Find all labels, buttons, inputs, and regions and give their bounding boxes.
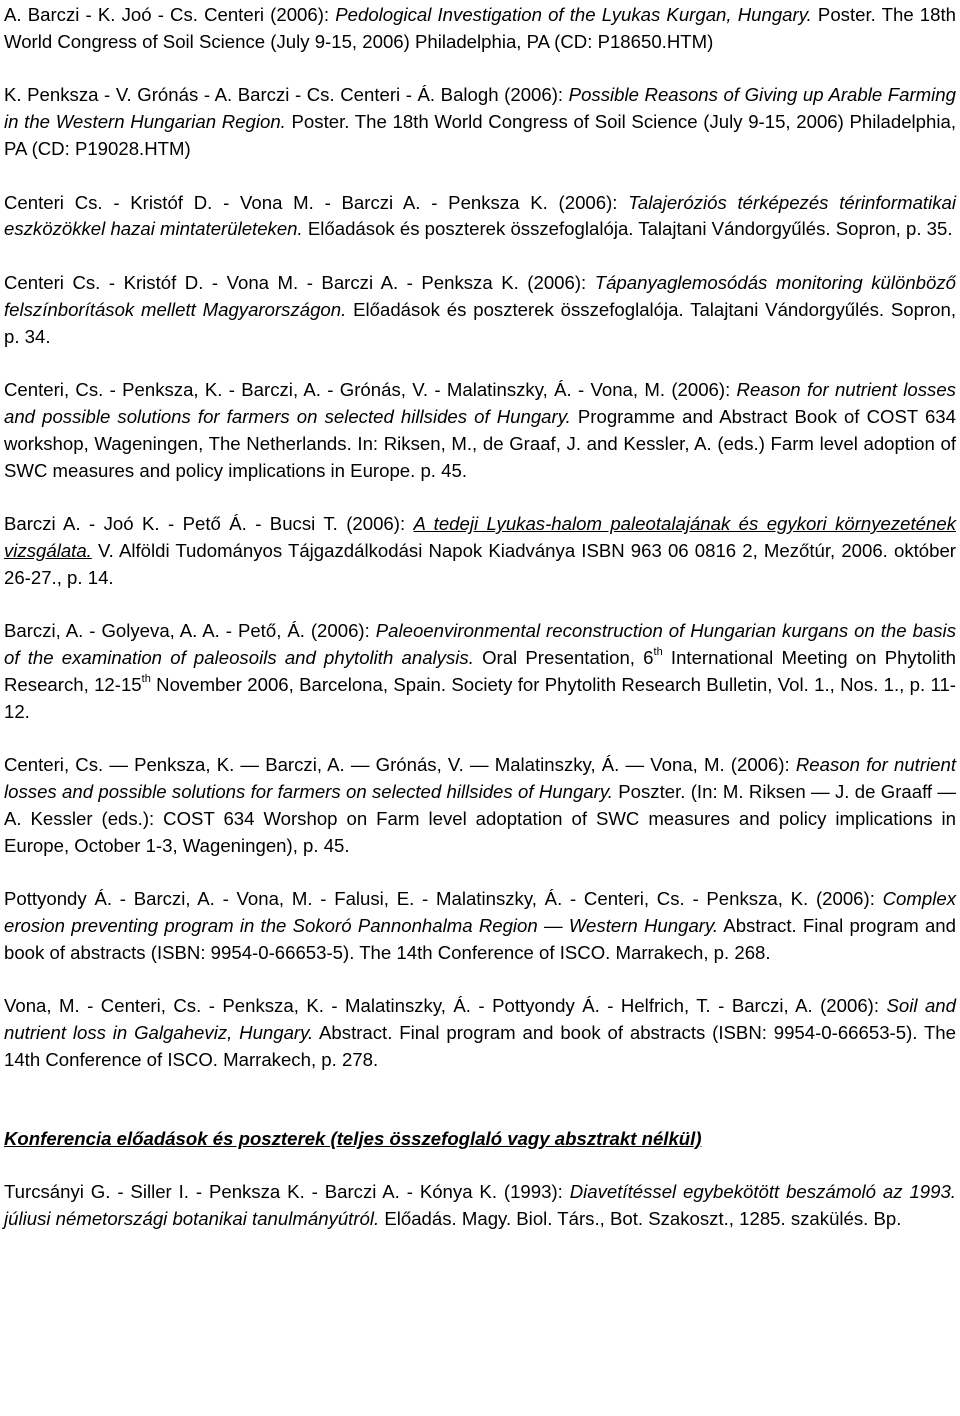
- reference-details: International Meeting on Phytolith Research, 12-15: [4, 647, 957, 695]
- reference-title: Reason for nutrient losses and possible solutions for farmers on selected hillsides of Hungary.: [4, 754, 957, 803]
- reference-details: Programme and Abstract Book of COST 634 workshop, Wageningen, The Netherlands. In: Riksen, M., de Graaf, J. and Kessler, A. (eds.) Farm level adoption of SWC measures and policy implications in Europe. p. 45.: [4, 405, 956, 481]
- reference-entry: [4, 2, 956, 56]
- reference-details: Előadások és poszterek összefoglalója. Talajtani Vándorgyűlés. Sopron, p. 34.: [4, 298, 957, 347]
- reference-entry: [4, 886, 956, 966]
- reference-details: V. Alföldi Tudományos Tájgazdálkodási Napok Kiadványa ISBN 963 06 0816 2, Mezőtúr, 2006. október 26-27., p. 14.: [4, 539, 956, 588]
- reference-details: Abstract. Final program and book of abstracts (ISBN: 9954-0-66653-5). The 14th Conference of ISCO. Marrakech, p. 278.: [4, 1022, 956, 1071]
- ordinal-superscript: th: [653, 645, 663, 658]
- reference-title: Tápanyaglemosódás monitoring különböző felszínborítások mellett Magyarországon.: [4, 271, 956, 320]
- reference-authors: K. Penksza - V. Grónás - A. Barczi - Cs. Centeri - Á. Balogh (2006):: [4, 84, 569, 106]
- reference-details: November 2006, Barcelona, Spain. Society for Phytolith Research Bulletin, Vol. 1., Nos. 1., p. 11-12.: [4, 673, 956, 722]
- reference-entry: [4, 190, 956, 244]
- reference-entry: [4, 511, 956, 591]
- reference-details: Poszter. (In: M. Riksen — J. de Graaff — A. Kessler (eds.): COST 634 Worshop on Farm level adoptation of SWC measures and policy implications in Europe, October 1-3, Wageningen), p. 45.: [4, 781, 957, 856]
- reference-title: Complex erosion preventing program in the Sokoró Pannonhalma Region — Western Hungary.: [4, 888, 956, 937]
- reference-details: Poster. The 18th World Congress of Soil Science (July 9-15, 2006) Philadelphia, PA (CD: P18650.HTM): [4, 4, 956, 52]
- reference-entry: [4, 618, 956, 725]
- reference-title: A tedeji Lyukas-halom paleotalajának és egykori környezetének vizsgálata.: [4, 513, 956, 561]
- reference-title: Soil and nutrient loss in Galgaheviz, Hungary.: [4, 995, 956, 1044]
- section-heading: Konferencia előadások és poszterek (teljes összefoglaló vagy absztrakt nélkül): [4, 1127, 702, 1149]
- reference-authors: Centeri Cs. - Kristóf D. - Vona M. - Barczi A. - Penksza K. (2006):: [4, 191, 629, 213]
- reference-details: Oral Presentation, 6: [473, 647, 654, 669]
- reference-authors: A. Barczi - K. Joó - Cs. Centeri (2006):: [4, 4, 336, 25]
- reference-title: Paleoenvironmental reconstruction of Hungarian kurgans on the basis of the examination of paleosoils and phytolith analysis.: [4, 620, 956, 669]
- reference-entry: [4, 752, 956, 859]
- ordinal-superscript: th: [141, 672, 151, 685]
- document-page: [4, 2, 956, 1233]
- reference-details: Előadás. Magy. Biol. Társ., Bot. Szakoszt., 1285. szakülés. Bp.: [379, 1208, 902, 1230]
- reference-details: Előadások és poszterek összefoglalója. Talajtani Vándorgyűlés. Sopron, p. 35.: [302, 218, 953, 240]
- reference-authors: Turcsányi G. - Siller I. - Penksza K. - Barczi A. - Kónya K. (1993):: [4, 1181, 570, 1203]
- reference-entry: [4, 1179, 956, 1233]
- reference-title: Pedological Investigation of the Lyukas Kurgan, Hungary.: [335, 4, 812, 25]
- reference-details: Abstract. Final program and book of abstracts (ISBN: 9954-0-66653-5). The 14th Conference of ISCO. Marrakech, p. 268.: [4, 915, 956, 963]
- reference-entry: [4, 270, 956, 350]
- reference-title: Talajeróziós térképezés térinformatikai eszközökkel hazai mintaterületeken.: [4, 191, 956, 240]
- reference-authors: Vona, M. - Centeri, Cs. - Penksza, K. - Malatinszky, Á. - Pottyondy Á. - Helfrich, T. - Barczi, A. (2006):: [4, 995, 887, 1017]
- reference-entry: [4, 377, 956, 484]
- reference-authors: Centeri, Cs. - Penksza, K. - Barczi, A. - Grónás, V. - Malatinszky, Á. - Vona, M. (2006):: [4, 379, 737, 401]
- reference-details: Poster. The 18th World Congress of Soil Science (July 9-15, 2006) Philadelphia, PA (CD: P19028.HTM): [4, 111, 956, 159]
- reference-authors: Centeri, Cs. — Penksza, K. — Barczi, A. — Grónás, V. — Malatinszky, Á. — Vona, M. (2006):: [4, 754, 796, 776]
- reference-entry: [4, 993, 956, 1073]
- reference-authors: Pottyondy Á. - Barczi, A. - Vona, M. - Falusi, E. - Malatinszky, Á. - Centeri, Cs. - Penksza, K. (2006):: [4, 888, 883, 910]
- reference-entry: [4, 82, 956, 162]
- reference-authors: Barczi A. - Joó K. - Pető Á. - Bucsi T. (2006):: [4, 513, 414, 535]
- reference-title: Diavetítéssel egybekötött beszámoló az 1993. júliusi németországi botanikai tanulmányútról.: [4, 1181, 956, 1230]
- reference-title: Possible Reasons of Giving up Arable Farming in the Western Hungarian Region.: [4, 84, 956, 133]
- reference-title: Reason for nutrient losses and possible solutions for farmers on selected hillsides of Hungary.: [4, 379, 956, 427]
- reference-authors: Barczi, A. - Golyeva, A. A. - Pető, Á. (2006):: [4, 620, 376, 642]
- reference-authors: Centeri Cs. - Kristóf D. - Vona M. - Barczi A. - Penksza K. (2006):: [4, 271, 595, 293]
